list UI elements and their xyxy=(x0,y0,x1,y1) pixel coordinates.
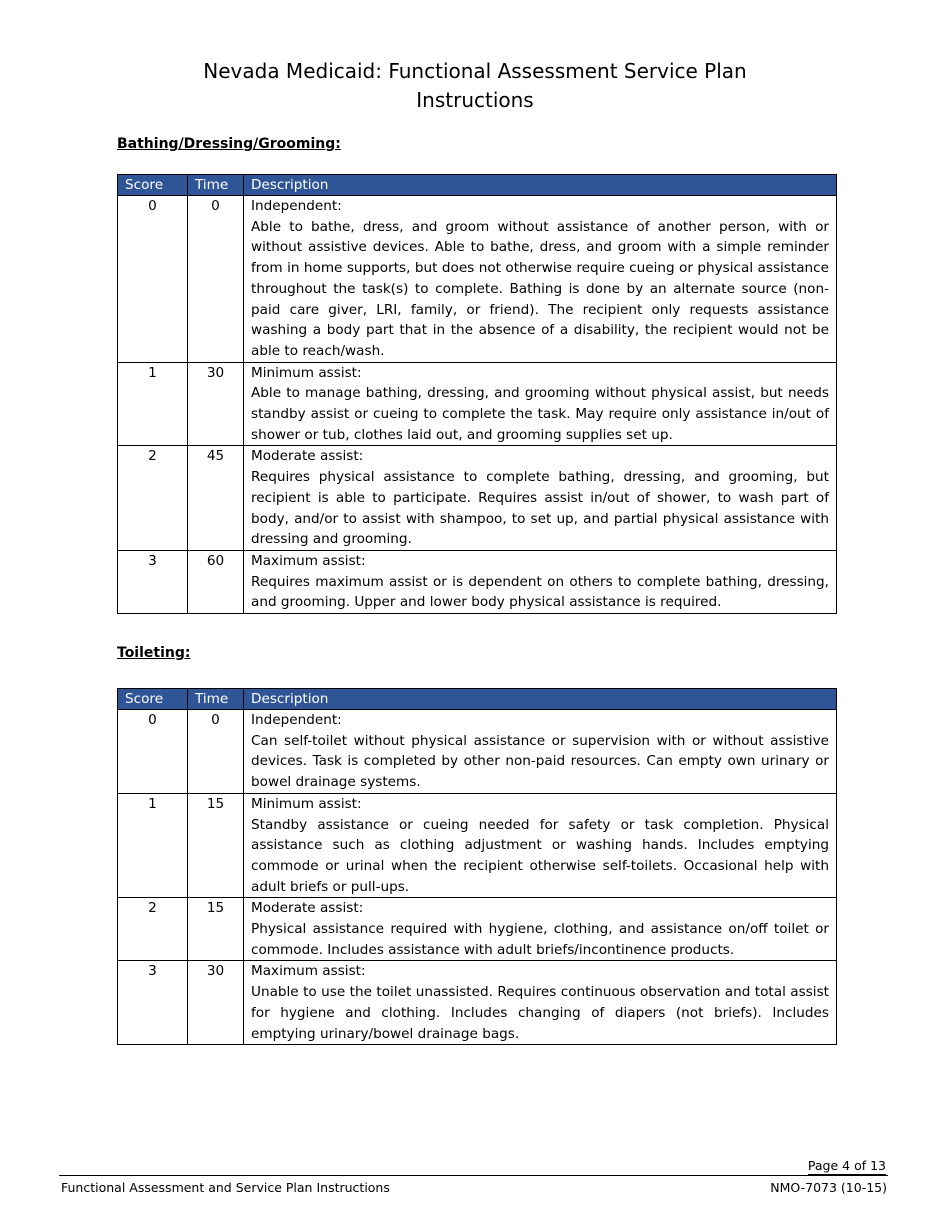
description-cell xyxy=(244,362,837,446)
assist-level-label: Independent: xyxy=(251,198,342,214)
table-row xyxy=(118,710,837,794)
assist-level-description: Requires physical assistance to complete bathing, dressing, and grooming, but recipient is able to participate. Requires assist in/out of shower, to wash part of body, and/or to assist with shampoo, to set up, and partial physical assistance with dressing and grooming. xyxy=(251,469,829,548)
description-column-header: Description xyxy=(244,175,837,196)
table-row xyxy=(118,362,837,446)
assist-level-label: Minimum assist: xyxy=(251,364,362,381)
assist-level-label: Moderate assist: xyxy=(251,900,364,917)
time-column-header: Time xyxy=(188,689,244,710)
table-row xyxy=(118,898,837,961)
assist-level-description: Unable to use the toilet unassisted. Requires continuous observation and total assist for hygiene and clothing. Includes changing of diapers (not briefs). Includes emptying urinary/bowel drainage bags. xyxy=(251,984,829,1042)
assist-level-label: Moderate assist: xyxy=(251,448,364,465)
footer-form-number: NMO-7073 (10-15) xyxy=(770,1180,887,1195)
score-cell: 3 xyxy=(118,550,188,613)
score-cell: 0 xyxy=(118,710,188,794)
time-cell: 15 xyxy=(188,898,244,961)
score-column-header: Score xyxy=(118,175,188,196)
score-column-header: Score xyxy=(118,689,188,710)
description-cell xyxy=(244,793,837,898)
footer-divider xyxy=(59,1175,888,1176)
time-cell: 30 xyxy=(188,961,244,1045)
description-column-header: Description xyxy=(244,689,837,710)
time-cell: 0 xyxy=(188,710,244,794)
time-column-header: Time xyxy=(188,175,244,196)
assist-level-description: Able to bathe, dress, and groom without assistance of another person, with or without assistive devices. Able to bathe, dress, and groom with a simple reminder from in home supports, but does not otherwise require cueing or physical assistance throughout the task(s) to complete. Bathing is done by an alternate source (non-paid care giver, LRI, family, or friend). The recipient only requests assistance washing a body part that in the absence of a disability, the recipient would not be able to reach/wash. xyxy=(251,218,829,359)
table-row xyxy=(118,550,837,613)
page-title-line-2: Instructions xyxy=(416,88,534,112)
description-cell xyxy=(244,550,837,613)
table-row xyxy=(118,793,837,898)
assist-level-description: Can self-toilet without physical assistance or supervision with or without assistive devices. Task is completed by other non-paid resources. Can empty own urinary or bowel drainage systems. xyxy=(251,732,829,791)
score-cell: 2 xyxy=(118,898,188,961)
assist-level-description: Physical assistance required with hygiene, clothing, and assistance on/off toilet or commode. Includes assistance with adult briefs/incontinence products. xyxy=(251,921,829,958)
assist-level-description: Requires maximum assist or is dependent on others to complete bathing, dressing, and grooming. Upper and lower body physical assistance is required. xyxy=(251,573,829,611)
assist-level-label: Independent: xyxy=(251,712,342,728)
assist-level-description: Standby assistance or cueing needed for safety or task completion. Physical assistance such as clothing adjustment or washing hands. Includes emptying commode or urinal when the recipient otherwise self-toilets. Occasional help with adult briefs or pull-ups. xyxy=(251,816,829,895)
score-cell: 1 xyxy=(118,793,188,898)
table-row xyxy=(118,446,837,551)
section-heading-toileting: Toileting: xyxy=(117,645,191,661)
page-number: Page 4 of 13 xyxy=(807,1158,886,1173)
assist-level-description: Able to manage bathing, dressing, and grooming without physical assist, but needs standby assist or cueing to complete the task. May require only assistance in/out of shower or tub, clothes laid out, and grooming supplies set up. xyxy=(251,385,829,443)
score-cell: 1 xyxy=(118,362,188,446)
time-cell: 30 xyxy=(188,362,244,446)
bathing-score-table xyxy=(117,174,837,614)
description-cell xyxy=(244,961,837,1045)
time-cell: 60 xyxy=(188,550,244,613)
assist-level-label: Maximum assist: xyxy=(251,552,366,569)
toileting-score-table xyxy=(117,688,837,1045)
assist-level-label: Minimum assist: xyxy=(251,795,362,812)
table-row xyxy=(118,961,837,1045)
time-cell: 0 xyxy=(188,196,244,363)
footer-document-title: Functional Assessment and Service Plan Instructions xyxy=(61,1180,390,1195)
description-cell xyxy=(244,898,837,961)
description-cell xyxy=(244,446,837,551)
table-header-row xyxy=(118,175,837,196)
assist-level-label: Maximum assist: xyxy=(251,963,366,980)
score-cell: 2 xyxy=(118,446,188,551)
score-cell: 3 xyxy=(118,961,188,1045)
table-header-row xyxy=(118,689,837,710)
page-title xyxy=(0,57,950,115)
time-cell: 15 xyxy=(188,793,244,898)
table-row xyxy=(118,196,837,363)
page-title-line-1: Nevada Medicaid: Functional Assessment Service Plan xyxy=(203,59,747,83)
time-cell: 45 xyxy=(188,446,244,551)
description-cell xyxy=(244,196,837,363)
score-cell: 0 xyxy=(118,196,188,363)
section-heading-bathing: Bathing/Dressing/Grooming: xyxy=(117,136,341,152)
description-cell xyxy=(244,710,837,794)
